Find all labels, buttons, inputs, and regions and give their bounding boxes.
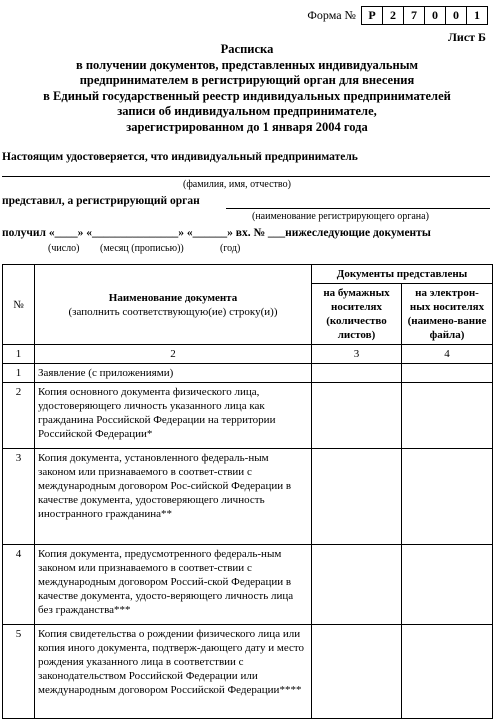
title-line: зарегистрированном до 1 января 2004 года bbox=[126, 119, 368, 134]
title-line: предпринимателем в регистрирующий орган для внесения bbox=[79, 73, 415, 87]
row-document-name: Заявление (с приложениями) bbox=[35, 364, 312, 383]
header-electronic bbox=[402, 284, 493, 345]
header-number bbox=[3, 265, 35, 345]
row-number: 1 bbox=[3, 364, 35, 383]
title-line: в Единый государственный реестр индивидуальных предпринимателей bbox=[43, 88, 451, 103]
table-row bbox=[3, 545, 493, 625]
header-document-name bbox=[35, 265, 312, 345]
row-electronic-cell[interactable] bbox=[402, 449, 493, 545]
day-caption: (число) bbox=[48, 243, 80, 254]
row-paper-cell[interactable] bbox=[312, 545, 402, 625]
table-row bbox=[3, 449, 493, 545]
header-documents-presented bbox=[312, 265, 493, 284]
form-code-cell: 0 bbox=[424, 6, 446, 25]
fio-line[interactable] bbox=[2, 176, 490, 177]
row-number: 4 bbox=[3, 545, 35, 625]
sheet-label: Лист Б bbox=[447, 30, 486, 44]
col-num-2: 2 bbox=[35, 345, 312, 364]
row-electronic-cell[interactable] bbox=[402, 545, 493, 625]
form-code-cell: Р bbox=[361, 6, 383, 25]
organ-line[interactable] bbox=[226, 208, 490, 209]
table-row bbox=[3, 625, 493, 719]
col-num-4: 4 bbox=[402, 345, 493, 364]
presented-text: представил, а регистрирующий орган bbox=[2, 195, 200, 207]
row-document-name: Копия основного документа физического лица, удостоверяющего личность указанного лица как гражданина Российской Федерации на территории Российской Федерации* bbox=[35, 383, 312, 449]
header-paper-text: на бумажных носителях (количество листов) bbox=[323, 287, 390, 341]
row-electronic-cell[interactable] bbox=[402, 364, 493, 383]
header-name-title: Наименование документа bbox=[108, 291, 238, 304]
form-code-cell: 2 bbox=[382, 6, 404, 25]
form-code-cell: 1 bbox=[466, 6, 488, 25]
table-row bbox=[3, 383, 493, 449]
header-group-text: Документы представлены bbox=[336, 268, 468, 280]
form-number-label: Форма № bbox=[307, 8, 356, 22]
documents-table bbox=[2, 264, 493, 719]
row-number: 5 bbox=[3, 625, 35, 719]
received-text: получил «____» «_______________» «______» вх. № ___нижеследующие документы bbox=[2, 227, 431, 239]
month-caption: (месяц (прописью)) bbox=[100, 243, 184, 254]
fio-caption: (фамилия, имя, отчество) bbox=[183, 179, 291, 190]
row-electronic-cell[interactable] bbox=[402, 383, 493, 449]
col-num-3: 3 bbox=[312, 345, 402, 364]
year-caption: (год) bbox=[220, 243, 241, 254]
column-number-row bbox=[3, 345, 493, 364]
col-num-1: 1 bbox=[3, 345, 35, 364]
header-number-text: № bbox=[13, 298, 24, 311]
certify-text: Настоящим удостоверяется, что индивидуальный предприниматель bbox=[2, 151, 358, 163]
row-number: 2 bbox=[3, 383, 35, 449]
form-code-cell: 0 bbox=[445, 6, 467, 25]
document-title bbox=[0, 42, 494, 135]
row-paper-cell[interactable] bbox=[312, 364, 402, 383]
row-document-name: Копия свидетельства о рождении физического лица или копия иного документа, подтверж-дающего дату и место рождения указанного лица в соответствии с законодательством Российской Федерации или международным договором Российской Федерации**** bbox=[35, 625, 312, 719]
header-name-note: (заполнить соответствующую(ие) строку(и)) bbox=[68, 305, 278, 318]
row-paper-cell[interactable] bbox=[312, 449, 402, 545]
table-row bbox=[3, 364, 493, 383]
form-code-cells bbox=[362, 6, 488, 25]
title-line: в получении документов, представленных индивидуальным bbox=[75, 57, 418, 72]
form-code-cell: 7 bbox=[403, 6, 425, 25]
row-electronic-cell[interactable] bbox=[402, 625, 493, 719]
header-electronic-text: на электрон-ных носителях (наимено-вание файла) bbox=[407, 287, 487, 341]
row-document-name: Копия документа, предусмотренного федераль-ным законом или признаваемого в соответ-ствии с международным договором Россий-ской Федерации в качестве документа, удосто-веряющего личность лица без гражданства*** bbox=[35, 545, 312, 625]
header-paper bbox=[312, 284, 402, 345]
row-number: 3 bbox=[3, 449, 35, 545]
organ-caption: (наименование регистрирующего органа) bbox=[252, 211, 429, 222]
title-line: Расписка bbox=[220, 42, 274, 56]
title-line: записи об индивидуальном предпринимателе, bbox=[117, 104, 377, 118]
row-paper-cell[interactable] bbox=[312, 383, 402, 449]
row-paper-cell[interactable] bbox=[312, 625, 402, 719]
form-number bbox=[307, 6, 488, 25]
row-document-name: Копия документа, установленного федераль-ным законом или признаваемого в соответ-ствии с международным договором Рос-сийской Федерации в качестве документа, удостоверяющего личность иностранного гражданина** bbox=[35, 449, 312, 545]
